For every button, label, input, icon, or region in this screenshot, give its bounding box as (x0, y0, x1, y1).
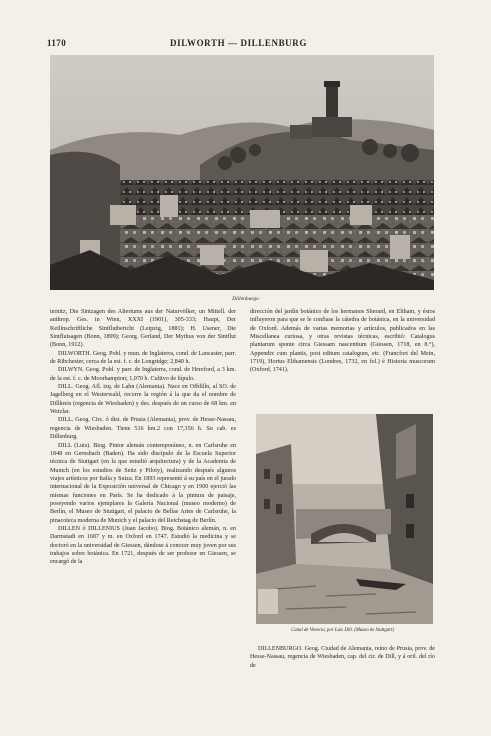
right-text-column-bottom (250, 645, 435, 670)
paragraph: ternitz, Die Sintzagen des Altertums aus der Naturvölker, un Mittell. der anthrop. Ges. in Wien, XXXI (1901), 305-333; Haupt, Der Keilinschriftliche Sintflutbericht (Leipzig, 1881); H. Usener, Die Sintflutsagen (Bonn, 1899); Georg. Gerland, Der Mythus von der Sintflut (Bonn, 1912). (50, 309, 236, 349)
entry-dill-district: DILL. Geog. Circ. ó dist. de Prusia (Alemania), prov. de Hesse-Nassau, regencia de Wiesbaden. Tiene 516 km.2 con 17,356 h. Su cab. es Dillenburg. (50, 417, 236, 441)
entry-dilworth: DILWORTH. Geog. Pobl. y mun. de Inglaterra, cond. de Lancaster, parr. de Ribchester, cerca de la est. f. c. de Longridge; 2,840 h. (50, 350, 236, 366)
page-number: 1170 (47, 38, 67, 48)
entry-dilwyn: DILWYN. Geog. Pobl. y parr. de Inglaterra, cond. de Hereford, a 3 km. de la est. f. c. de Moorhampton; 1,070 h. Cultivo de lúpulo. (50, 367, 236, 382)
entry-dill-luis: DILL (Luis). Biog. Pintor alemán contemporáneo, n. en Carlsruhe en 1848 en Gernsbach (Baden). Ha sido discípulo de la Escuela Superior técnica de Stuttgart (en la que estudió arquitectura) y de la Academia de Munich (en los estudios de Seitz y Piloty), realizando después algunos viajes artísticos por Italia y Suiza. En 1893 representó á su país en el jurado internacional de la Exposición universal de Chicago y en 1900 ejerció las mismas funciones en París. Se ha dedicado á la pintura de paisaje, poseyendo varios ejemplares la Galería Nacional (museo moderno) de Berlín, el Museo de Stuttgart, el palacio de Bellas Artes de Carlsruhe, la pinacoteca moderna de Munich y el palacio del Reichstag de Berlín. (50, 442, 236, 524)
venice-canal-painting (256, 414, 433, 624)
entry-dill-river: DILL. Geog. Afl. izq. de Lahn (Alemania). Nace en Offdilln, al SO. de Jagelberg en el Westerwald, recorre la región á la que da el nombre de Dillkreis (regencia de Wiesbaden) y des. después de un curso de 68 km. en Wetzlar. (50, 384, 236, 416)
bottom-figure-caption: Canal de Venecia, por Luis Dill. (Museo de Stuttgart) (291, 628, 394, 633)
town-panorama-photo (50, 55, 434, 290)
left-text-column (50, 308, 236, 567)
paragraph: dirección del jardín botánico de los hermanos Sherard, en Eltham, y éstos influyeron para que se le confiase la cátedra de botánica, en la universidad de Oxford. Además de varias memorias y artículos, publicados en las Miscellanea curiosa, y otras revistas técnicas, escribió: Catalogus plantarum sponte circa Giessam nascentium (Giessen, 1718, en 8.°), Appendix cum plantis, post editum catalogum, etc. (Francfort del Mein, 1719), Hortus Elthamensis (Londres, 1732, en fol.) é Historia muscorum (Oxford, 1741). (250, 309, 435, 374)
entry-dillen: DILLEN ó DILLENIUS (Juan Jacobo). Biog. Botánico alemán, n. en Darmstadt en 1687 y m. en Oxford en 1747. Estudió la medicina y se doctoró en la universidad de Giessen, dándose á conocer muy joven por sus trabajos sobre botánica. En 1721, después de ser profesor en Giessen, se encargó de la (50, 525, 236, 566)
running-head: DILWORTH — DILLENBURG (170, 38, 307, 48)
top-figure-caption: Dillenburgo (232, 296, 259, 302)
right-text-column-top (250, 308, 435, 375)
entry-dillenburgo: DILLENBURGO. Geog. Ciudad de Alemania, reino de Prusia, prov. de Hesse-Nassau, regencia de Wiesbaden, cap. del cir. de Dill, y á oril. del río de (250, 646, 435, 669)
